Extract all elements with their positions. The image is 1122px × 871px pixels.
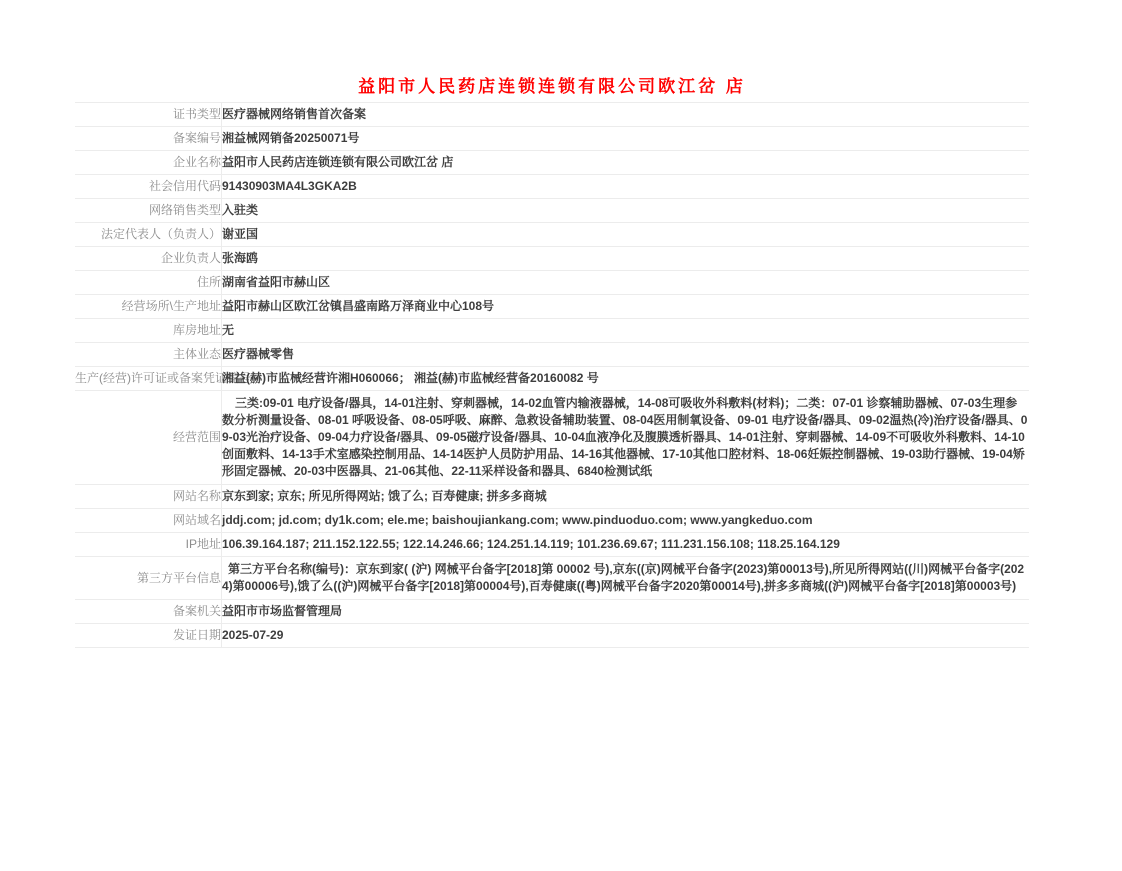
field-value: 医疗器械网络销售首次备案 xyxy=(222,103,1030,127)
field-value: 张海鸥 xyxy=(222,247,1030,271)
field-label: 发证日期 xyxy=(75,624,222,648)
field-value: 谢亚国 xyxy=(222,223,1030,247)
page-title: 益阳市人民药店连锁连锁有限公司欧江岔 店 xyxy=(358,77,746,96)
field-value: 91430903MA4L3GKA2B xyxy=(222,175,1030,199)
field-label: 经营场所\生产地址 xyxy=(75,295,222,319)
field-label: 主体业态 xyxy=(75,343,222,367)
row-company-name xyxy=(75,151,1029,175)
field-value: 第三方平台名称(编号)：京东到家( (沪) 网械平台备字[2018]第 00002 号),京东((京)网械平台备字(2023)第00013号),所见所得网站((川)网械平台备字(2024)第00006号),饿了么((沪)网械平台备字[2018]第00004号),百寿健康((粤)网械平台备字2020第00014号),拼多多商城((沪)网械平台备字[2018]第00003号) xyxy=(222,557,1030,600)
field-label: 网络销售类型 xyxy=(75,199,222,223)
field-value: 益阳市人民药店连锁连锁有限公司欧江岔 店 xyxy=(222,151,1030,175)
row-license-record-number xyxy=(75,367,1029,391)
field-label: 网站域名 xyxy=(75,509,222,533)
field-value: 益阳市市场监督管理局 xyxy=(222,600,1030,624)
row-social-credit-code xyxy=(75,175,1029,199)
field-label: 企业负责人 xyxy=(75,247,222,271)
row-certificate-type xyxy=(75,103,1029,127)
row-website-domains xyxy=(75,509,1029,533)
row-network-sales-type xyxy=(75,199,1029,223)
certificate-page xyxy=(0,78,1122,871)
row-issue-date xyxy=(75,624,1029,648)
field-value: 入驻类 xyxy=(222,199,1030,223)
field-value: 2025-07-29 xyxy=(222,624,1030,648)
field-label: 证书类型 xyxy=(75,103,222,127)
field-value: 湘益(赫)市监械经营许湘H060066； 湘益(赫)市监械经营备20160082 号 xyxy=(222,367,1030,391)
field-value: 106.39.164.187; 211.152.122.55; 122.14.246.66; 124.251.14.119; 101.236.69.67; 111.231.156.108; 118.25.164.129 xyxy=(222,533,1030,557)
field-value: 医疗器械零售 xyxy=(222,343,1030,367)
field-label: 备案机关 xyxy=(75,600,222,624)
field-label: 库房地址 xyxy=(75,319,222,343)
field-label: 第三方平台信息 xyxy=(75,557,222,600)
field-label: 经营范围 xyxy=(75,391,222,485)
row-record-number xyxy=(75,127,1029,151)
row-business-form xyxy=(75,343,1029,367)
field-label: 法定代表人（负责人） xyxy=(75,223,222,247)
field-value: 无 xyxy=(222,319,1030,343)
row-website-names xyxy=(75,485,1029,509)
row-legal-representative xyxy=(75,223,1029,247)
field-label: 生产(经营)许可证或备案凭证编号 xyxy=(75,367,222,391)
field-label: 社会信用代码 xyxy=(75,175,222,199)
field-label: 住所 xyxy=(75,271,222,295)
field-label: 备案编号 xyxy=(75,127,222,151)
row-third-party-platform-info xyxy=(75,557,1029,600)
row-filing-authority xyxy=(75,600,1029,624)
certificate-info-table xyxy=(75,102,1029,648)
field-value: 京东到家; 京东; 所见所得网站; 饿了么; 百寿健康; 拼多多商城 xyxy=(222,485,1030,509)
field-value: 湘益械网销备20250071号 xyxy=(222,127,1030,151)
row-company-manager xyxy=(75,247,1029,271)
row-warehouse-address xyxy=(75,319,1029,343)
row-business-scope xyxy=(75,391,1029,485)
field-label: 网站名称 xyxy=(75,485,222,509)
field-label: IP地址 xyxy=(75,533,222,557)
field-value: jddj.com; jd.com; dy1k.com; ele.me; baishoujiankang.com; www.pinduoduo.com; www.yangkeduo.com xyxy=(222,509,1030,533)
row-ip-addresses xyxy=(75,533,1029,557)
field-value: 湖南省益阳市赫山区 xyxy=(222,271,1030,295)
field-value: 三类:09-01 电疗设备/器具，14-01注射、穿刺器械，14-02血管内输液器械，14-08可吸收外科敷料(材料)；二类：07-01 诊察辅助器械、07-03生理参数分析测量设备、08-01 呼吸设备、08-05呼吸、麻醉、急救设备辅助装置、08-04医用制氧设备、09-01 电疗设备/器具、09-02温热(冷)治疗设备/器具、09-03光治疗设备、09-04力疗设备/器具、09-05磁疗设备/器具、10-04血液净化及腹膜透析器具、14-01注射、穿刺器械、14-09不可吸收外科敷料、14-10创面敷料、14-13手术室感染控制用品、14-14医护人员防护用品、14-16其他器械、17-10其他口腔材料、18-06妊娠控制器械、19-03助行器械、19-04矫形固定器械、20-03中医器具、21-06其他、22-11采样设备和器具、6840检测试纸 xyxy=(222,391,1030,485)
row-residence-address xyxy=(75,271,1029,295)
row-business-premises-address xyxy=(75,295,1029,319)
field-label: 企业名称 xyxy=(75,151,222,175)
field-value: 益阳市赫山区欧江岔镇昌盛南路万泽商业中心108号 xyxy=(222,295,1030,319)
